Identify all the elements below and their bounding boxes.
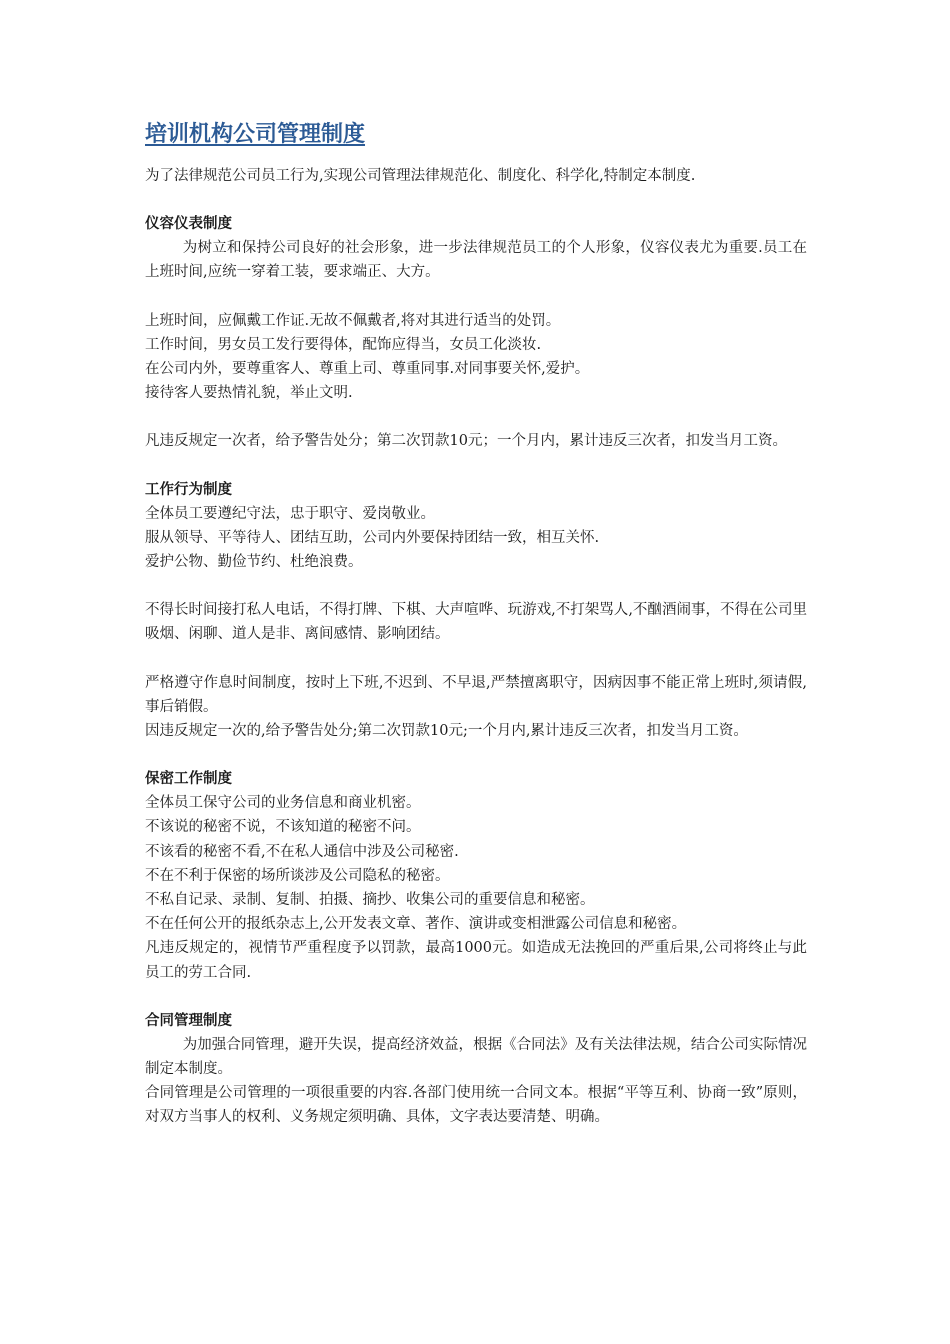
section-appearance	[145, 212, 807, 453]
section-contract-management	[145, 1009, 807, 1130]
document-page	[145, 118, 807, 1154]
paragraph: 合同管理是公司管理的一项很重要的内容.各部门使用统一合同文本。根据“平等互利、协商一致”原则，对双方当事人的权利、义务规定须明确、具体，文字表达要清楚、明确。	[145, 1085, 807, 1126]
paragraph: 因违反规定一次的,给予警告处分;第二次罚款10元;一个月内,累计违反三次者，扣发当月工资。	[145, 723, 748, 740]
paragraph: 凡违反规定的，视情节严重程度予以罚款，最高1000元。如造成无法挽回的严重后果,公司将终止与此员工的劳工合同.	[145, 940, 807, 981]
paragraph: 不该说的秘密不说，不该知道的秘密不问。	[145, 819, 421, 836]
paragraph: 爱护公物、勤俭节约、杜绝浪费。	[145, 554, 363, 571]
document-title: 培训机构公司管理制度	[145, 122, 366, 147]
paragraph: 在公司内外，要尊重客人、尊重上司、尊重同事.对同事要关怀,爱护。	[145, 361, 590, 378]
section-work-behavior	[145, 478, 807, 744]
paragraph: 上班时间，应佩戴工作证.无故不佩戴者,将对其进行适当的处罚。	[145, 312, 561, 329]
paragraph: 凡违反规定一次者，给予警告处分；第二次罚款10元；一个月内，累计违反三次者，扣发当月工资。	[145, 433, 787, 450]
paragraph: 接待客人要热情礼貌，举止文明.	[145, 385, 353, 402]
section-heading: 合同管理制度	[145, 1012, 232, 1029]
paragraph: 全体员工要遵纪守法，忠于职守、爱岗敬业。	[145, 505, 435, 522]
paragraph: 不在不利于保密的场所谈涉及公司隐私的秘密。	[145, 867, 450, 884]
paragraph: 不在任何公开的报纸杂志上,公开发表文章、著作、演讲或变相泄露公司信息和秘密。	[145, 916, 687, 933]
paragraph: 严格遵守作息时间制度，按时上下班,不迟到、不早退,严禁擅离职守，因病因事不能正常上班时,须请假,事后销假。	[145, 674, 807, 715]
paragraph: 为树立和保持公司良好的社会形象，进一步法律规范员工的个人形象，仪容仪表尤为重要.员工在上班时间,应统一穿着工装，要求端正、大方。	[145, 240, 807, 281]
paragraph: 服从领导、平等待人、团结互助，公司内外要保持团结一致，相互关怀.	[145, 529, 600, 546]
section-heading: 工作行为制度	[145, 481, 232, 498]
paragraph: 不私自记录、录制、复制、拍摄、摘抄、收集公司的重要信息和秘密。	[145, 892, 595, 909]
paragraph: 不得长时间接打私人电话，不得打牌、下棋、大声喧哗、玩游戏,不打架骂人,不酗酒闹事，不得在公司里吸烟、闲聊、道人是非、离间感情、影响团结。	[145, 602, 807, 643]
intro-paragraph: 为了法律规范公司员工行为,实现公司管理法律规范化、制度化、科学化,特制定本制度.	[145, 168, 696, 184]
section-heading: 保密工作制度	[145, 771, 232, 788]
paragraph: 为加强合同管理，避开失误，提高经济效益，根据《合同法》及有关法律法规，结合公司实际情况制定本制度。	[145, 1036, 807, 1078]
paragraph: 全体员工保守公司的业务信息和商业机密。	[145, 795, 421, 812]
section-confidentiality	[145, 767, 807, 985]
paragraph: 工作时间，男女员工发行要得体，配饰应得当，女员工化淡妆.	[145, 336, 542, 353]
section-heading: 仪容仪表制度	[145, 216, 232, 233]
paragraph: 不该看的秘密不看,不在私人通信中涉及公司秘密.	[145, 843, 459, 860]
